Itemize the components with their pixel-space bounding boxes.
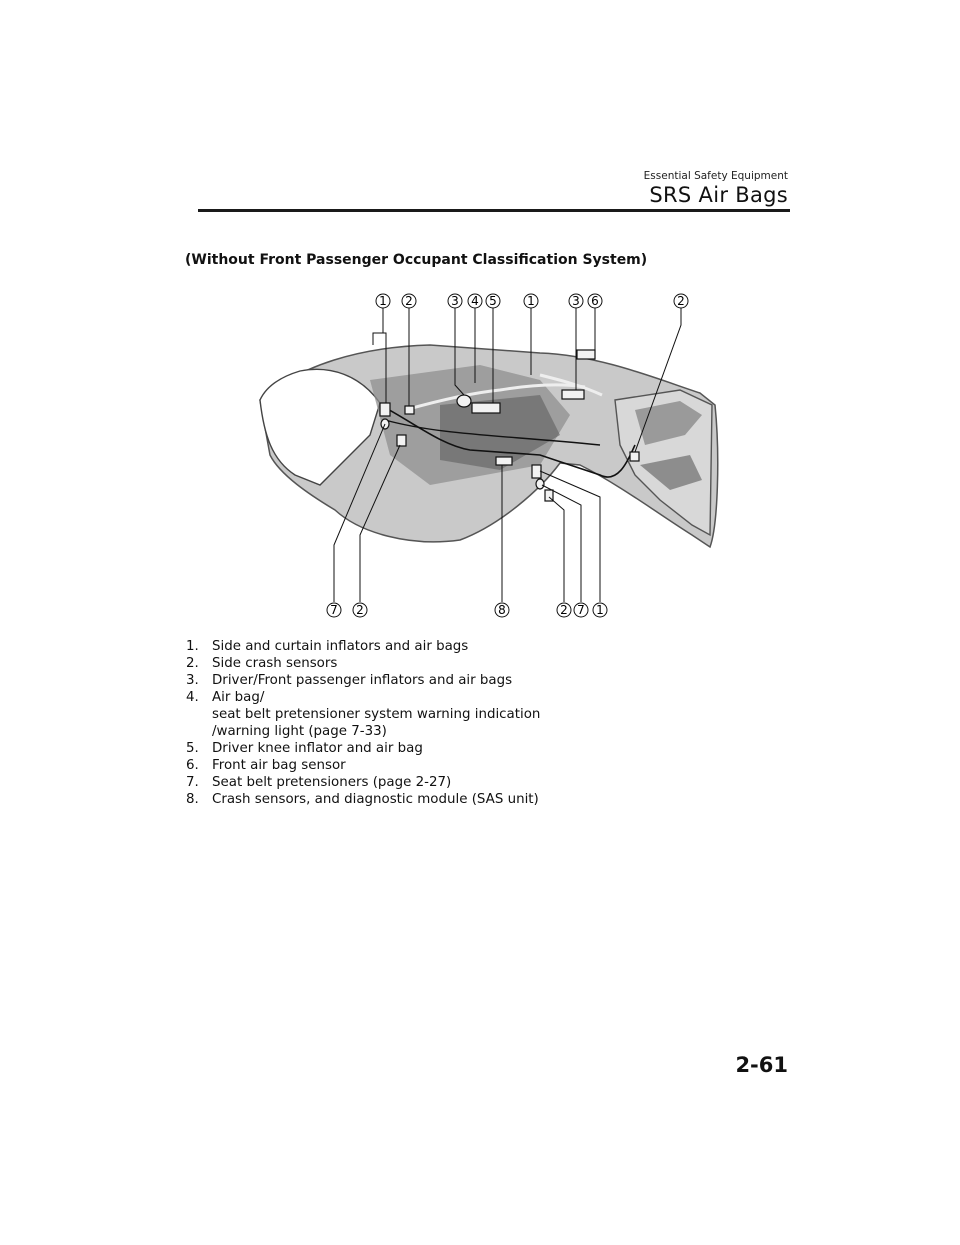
- component-3-driver: [457, 395, 471, 407]
- legend-item: [186, 655, 746, 672]
- srs-component-diagram: [240, 285, 760, 630]
- legend-item: [186, 689, 746, 740]
- legend-item: [186, 740, 746, 757]
- header-rule: [198, 209, 790, 212]
- callout-bottom-2b-label: 2: [560, 603, 568, 617]
- legend-text: Side and curtain inflators and air bags: [212, 639, 469, 654]
- callout-top-3b-label: 3: [572, 294, 580, 308]
- legend-text: Air bag/: [212, 690, 265, 705]
- legend-num: 2.: [186, 656, 199, 671]
- legend-text: Driver knee inflator and air bag: [212, 741, 423, 756]
- legend-text: Seat belt pretensioners (page 2-27): [212, 775, 452, 790]
- legend-text: Front air bag sensor: [212, 758, 346, 773]
- car-illustration: [260, 345, 718, 547]
- legend-item: [186, 774, 746, 791]
- callout-bottom-7-label: 7: [330, 603, 338, 617]
- callout-top-2b-label: 2: [677, 294, 685, 308]
- component-3-passenger: [562, 390, 584, 399]
- component-1-left: [380, 403, 390, 416]
- page-number: 2-61: [735, 1053, 788, 1077]
- legend-item: [186, 757, 746, 774]
- component-8-sas: [496, 457, 512, 465]
- legend-num: 6.: [186, 758, 199, 773]
- callout-bottom-8-label: 8: [498, 603, 506, 617]
- callout-top-4-label: 4: [471, 294, 479, 308]
- component-5-knee: [472, 403, 500, 413]
- component-2-right-door: [630, 452, 639, 461]
- component-legend: [186, 638, 746, 808]
- legend-num: 1.: [186, 639, 199, 654]
- legend-num: 3.: [186, 673, 199, 688]
- callout-bottom-1-label: 1: [596, 603, 604, 617]
- legend-num: 5.: [186, 741, 199, 756]
- callouts-top: [376, 294, 688, 308]
- component-6-sensor: [577, 350, 595, 359]
- legend-num: 8.: [186, 792, 199, 807]
- callout-bottom-7b-label: 7: [577, 603, 585, 617]
- callout-top-3-label: 3: [451, 294, 459, 308]
- legend-num: 7.: [186, 775, 199, 790]
- callout-bottom-2-label: 2: [356, 603, 364, 617]
- legend-text-cont: seat belt pretensioner system warning indication: [212, 707, 541, 722]
- section-label: Essential Safety Equipment: [643, 170, 788, 182]
- component-2-left-upper: [405, 406, 414, 414]
- callout-top-5-label: 5: [489, 294, 497, 308]
- callout-top-6-label: 6: [591, 294, 599, 308]
- component-7-right: [536, 479, 544, 489]
- legend-text-cont: /warning light (page 7-33): [212, 724, 387, 739]
- callout-top-1b-label: 1: [527, 294, 535, 308]
- component-2-left-lower: [397, 435, 406, 446]
- legend-text: Side crash sensors: [212, 656, 338, 671]
- component-1-right: [532, 465, 541, 478]
- legend-text: Crash sensors, and diagnostic module (SAS unit): [212, 792, 539, 807]
- callouts-bottom: [327, 603, 607, 617]
- legend-item: [186, 791, 746, 808]
- legend-text: Driver/Front passenger inflators and air bags: [212, 673, 513, 688]
- page-title: SRS Air Bags: [649, 183, 788, 207]
- legend-item: [186, 672, 746, 689]
- legend-num: 4.: [186, 690, 199, 705]
- legend-item: [186, 638, 746, 655]
- callout-top-2-label: 2: [405, 294, 413, 308]
- figure-subtitle: (Without Front Passenger Occupant Classification System): [185, 252, 648, 268]
- callout-top-1-label: 1: [379, 294, 387, 308]
